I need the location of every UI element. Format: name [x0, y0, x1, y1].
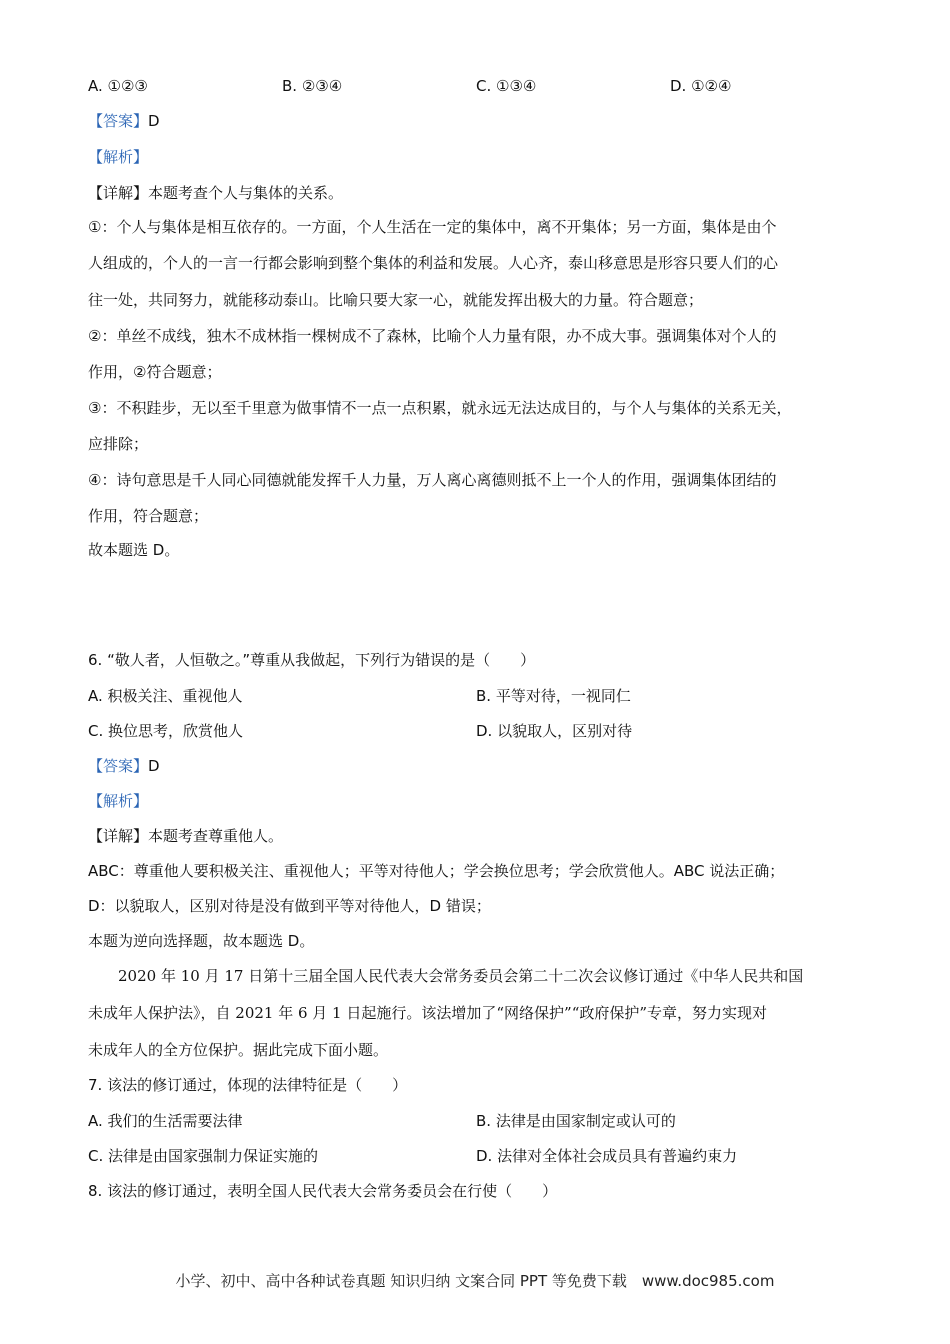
answer-label: 【答案】 [88, 757, 149, 775]
q5-line: 作用，符合题意； [88, 507, 209, 525]
q6-question: 6. “敬人者，人恒敬之。”尊重从我做起，下列行为错误的是（ ） [88, 651, 536, 669]
q5-line: 作用，②符合题意； [88, 363, 222, 381]
q7-option-b: B. 法律是由国家制定或认可的 [476, 1112, 676, 1130]
material-line: 2020 年 10 月 17 日第十三届全国人民代表大会常务委员会第二十二次会议修订通过《中华人民共和国 [118, 967, 804, 985]
q5-analysis-label: 【解析】 [88, 148, 149, 166]
q7-question: 7. 该法的修订通过，体现的法律特征是（ ） [88, 1076, 408, 1094]
q5-line: 人组成的，个人的一言一行都会影响到整个集体的利益和发展。人心齐，泰山移意思是形容只要人们的心 [88, 254, 779, 272]
q6-line: D：以貌取人，区别对待是没有做到平等对待他人，D 错误； [88, 897, 491, 915]
q5-option-a: A. ①②③ [88, 77, 148, 95]
answer-value: D [148, 112, 160, 130]
q5-line: 往一处，共同努力，就能移动泰山。比喻只要大家一心，就能发挥出极大的力量。符合题意； [88, 291, 704, 309]
q5-option-c: C. ①③④ [476, 77, 537, 95]
q5-option-d: D. ①②④ [670, 77, 732, 95]
q5-line: ④：诗句意思是千人同心同德就能发挥千人力量，万人离心离德则抵不上一个人的作用，强调集体团结的 [88, 471, 777, 489]
q6-option-a: A. 积极关注、重视他人 [88, 687, 243, 705]
material-line: 未成年人保护法》，自 2021 年 6 月 1 日起施行。该法增加了“网络保护”“政府保护”专章，努力实现对 [88, 1004, 768, 1022]
q7-option-c: C. 法律是由国家强制力保证实施的 [88, 1147, 319, 1165]
q6-option-c: C. 换位思考，欣赏他人 [88, 722, 244, 740]
q5-option-b: B. ②③④ [282, 77, 343, 95]
answer-label: 【答案】 [88, 112, 149, 130]
answer-value: D [148, 757, 160, 775]
q5-line: 应排除； [88, 435, 149, 453]
q6-option-d: D. 以貌取人，区别对待 [476, 722, 633, 740]
q6-line: ABC：尊重他人要积极关注、重视他人；平等对待他人；学会换位思考；学会欣赏他人。ABC 说法正确； [88, 862, 785, 880]
q6-line: 【详解】本题考查尊重他人。 [88, 827, 284, 845]
q5-line: 故本题选 D。 [88, 541, 180, 559]
q5-answer [88, 111, 160, 131]
q5-line: ③：不积跬步，无以至千里意为做事情不一点一点积累，就永远无法达成目的，与个人与集体的关系无关， [88, 399, 792, 417]
q6-answer [88, 756, 160, 776]
q6-line: 本题为逆向选择题，故本题选 D。 [88, 932, 315, 950]
q6-analysis-label: 【解析】 [88, 792, 149, 810]
q7-option-a: A. 我们的生活需要法律 [88, 1112, 243, 1130]
q8-question: 8. 该法的修订通过，表明全国人民代表大会常务委员会在行使（ ） [88, 1182, 558, 1200]
q5-detail: 【详解】本题考查个人与集体的关系。 [88, 184, 344, 202]
q7-option-d: D. 法律对全体社会成员具有普遍约束力 [476, 1147, 738, 1165]
page-footer: 小学、初中、高中各种试卷真题 知识归纳 文案合同 PPT 等免费下载 www.doc985.com [175, 1272, 775, 1290]
material-line: 未成年人的全方位保护。据此完成下面小题。 [88, 1041, 389, 1059]
q5-line: ②：单丝不成线，独木不成林指一棵树成不了森林，比喻个人力量有限，办不成大事。强调集体对个人的 [88, 327, 777, 345]
q6-option-b: B. 平等对待，一视同仁 [476, 687, 631, 705]
q5-line: ①：个人与集体是相互依存的。一方面，个人生活在一定的集体中，离不开集体；另一方面，集体是由个 [88, 218, 777, 236]
